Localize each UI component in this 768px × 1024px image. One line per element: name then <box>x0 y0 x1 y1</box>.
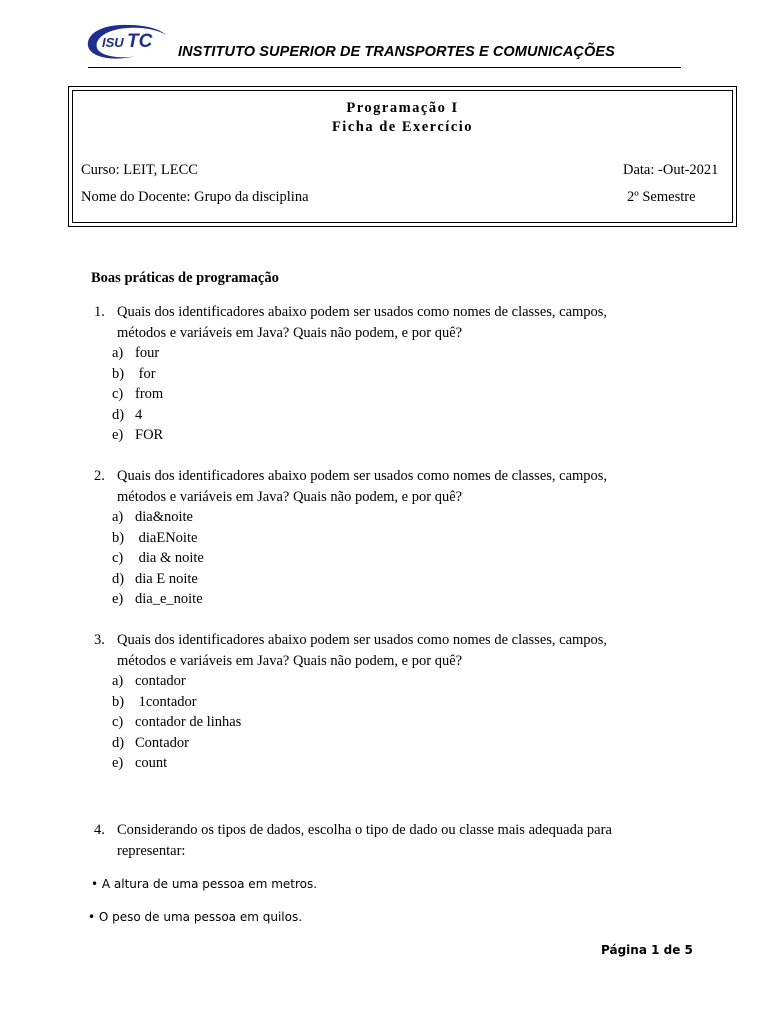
question-line: Quais dos identificadores abaixo podem ser usados como nomes de classes, campos, <box>117 468 608 484</box>
option-item <box>112 753 654 774</box>
option-text: count <box>135 755 168 771</box>
option-letter: a) <box>112 345 124 361</box>
semestre-label: 2º Semestre <box>627 189 696 205</box>
question-number: 2. <box>94 468 105 484</box>
question-number: 4. <box>94 822 105 838</box>
option-item <box>112 425 654 446</box>
option-letter: e) <box>112 755 124 771</box>
course-heading <box>69 99 736 137</box>
data-label: Data: -Out-2021 <box>623 162 719 178</box>
option-item <box>112 733 654 754</box>
option-text: dia_e_noite <box>135 591 203 607</box>
option-letter: b) <box>112 529 125 546</box>
option-item <box>112 548 654 569</box>
option-item <box>112 589 654 610</box>
option-text: contador <box>135 673 186 689</box>
question-text <box>117 302 654 343</box>
page-number: Página 1 de 5 <box>601 943 693 957</box>
question-text <box>117 630 654 671</box>
logo-text-tc: TC <box>127 31 153 52</box>
section-title: Boas práticas de programação <box>91 270 279 286</box>
option-item <box>112 692 654 713</box>
option-letter: c) <box>112 386 124 402</box>
isutc-logo <box>84 22 172 68</box>
option-list <box>112 343 654 446</box>
option-letter: d) <box>112 570 125 587</box>
question-line: métodos e variáveis em Java? Quais não podem, e por quê? <box>117 488 463 505</box>
option-text: FOR <box>135 427 164 443</box>
question-line: Quais dos identificadores abaixo podem ser usados como nomes de classes, campos, <box>117 632 608 648</box>
option-text: diaENoite <box>135 529 198 546</box>
option-text: dia & noite <box>135 550 204 566</box>
curso-label: Curso: LEIT, LECC <box>81 162 198 178</box>
option-item <box>112 528 654 549</box>
option-item <box>112 712 654 733</box>
bullet-item: • A altura de uma pessoa em metros. <box>91 877 318 891</box>
option-item <box>112 507 654 528</box>
option-item <box>112 343 654 364</box>
option-text: 1contador <box>135 693 197 710</box>
option-item <box>112 384 654 405</box>
question-number: 3. <box>94 632 105 648</box>
question-3 <box>94 630 654 774</box>
sheet-title: Ficha de Exercício <box>331 119 474 135</box>
option-letter: e) <box>112 427 124 443</box>
option-text: for <box>135 365 156 382</box>
option-letter: c) <box>112 550 124 566</box>
question-number: 1. <box>94 304 105 320</box>
option-text: dia E noite <box>135 570 198 587</box>
option-item <box>112 405 654 426</box>
question-line: métodos e variáveis em Java? Quais não podem, e por quê? <box>117 324 463 341</box>
option-item <box>112 671 654 692</box>
option-text: four <box>135 345 160 361</box>
option-letter: d) <box>112 734 125 751</box>
docente-label: Nome do Docente: Grupo da disciplina <box>81 189 309 205</box>
option-letter: b) <box>112 365 125 382</box>
option-item <box>112 364 654 385</box>
question-2 <box>94 466 654 610</box>
institution-title: INSTITUTO SUPERIOR DE TRANSPORTES E COMUNICAÇÕES <box>178 44 615 60</box>
bullet-item: • O peso de uma pessoa em quilos. <box>88 910 303 924</box>
option-list <box>112 671 654 774</box>
info-box <box>68 86 737 227</box>
option-text: dia&noite <box>135 509 193 525</box>
option-text: contador de linhas <box>135 714 242 730</box>
option-list <box>112 507 654 610</box>
option-item <box>112 569 654 590</box>
course-title: Programação I <box>346 100 459 116</box>
option-text: Contador <box>135 734 189 751</box>
option-letter: d) <box>112 406 125 423</box>
question-line: Quais dos identificadores abaixo podem ser usados como nomes de classes, campos, <box>117 304 608 320</box>
option-text: from <box>135 386 164 402</box>
option-text: 4 <box>135 406 143 423</box>
option-letter: a) <box>112 673 124 689</box>
option-letter: e) <box>112 591 124 607</box>
question-line: Considerando os tipos de dados, escolha o tipo de dado ou classe mais adequada para <box>117 822 612 838</box>
question-line: representar: <box>117 842 186 859</box>
question-1 <box>94 302 654 446</box>
option-letter: a) <box>112 509 124 525</box>
option-letter: c) <box>112 714 124 730</box>
question-text <box>117 820 654 861</box>
question-4 <box>94 820 654 861</box>
question-line: métodos e variáveis em Java? Quais não podem, e por quê? <box>117 652 463 669</box>
header-divider <box>88 67 681 68</box>
option-letter: b) <box>112 693 125 710</box>
logo-text-isu: ISU <box>102 35 124 50</box>
question-text <box>117 466 654 507</box>
